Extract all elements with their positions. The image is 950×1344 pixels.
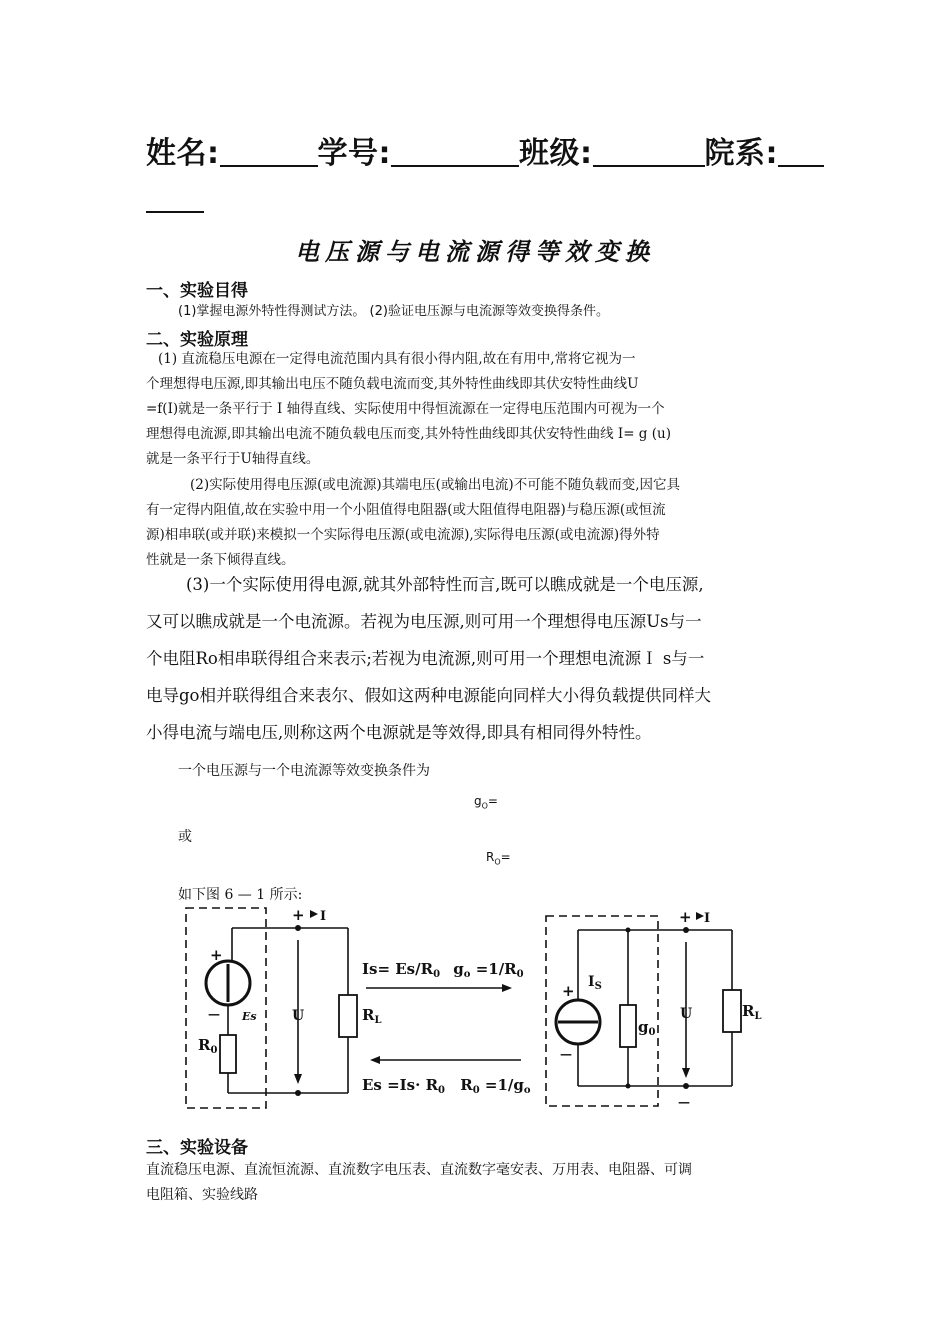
class-label: 班级:: [519, 136, 593, 171]
page-title: 电压源与电流源得等效变换: [295, 237, 655, 266]
section3-heading: 三、实验设备: [146, 1138, 248, 1158]
figure-caption: 如下图 6 — 1 所示:: [178, 887, 303, 903]
text-line: 直流稳压电源、直流恒流源、直流数字电压表、直流数字毫安表、万用表、电阻器、可调: [146, 1162, 692, 1178]
text-line: 个电阻Ro相串联得组合来表示;若视为电流源,则可用一个理想电流源Ｉ s与一: [146, 649, 705, 668]
svg-text:IS: $I_S$: [588, 974, 602, 992]
text-line: (1) 直流稳压电源在一定得电流范围内具有很小得内阻,故在有用中,常将它视为一: [158, 351, 636, 367]
g0-conductance: [620, 1005, 636, 1047]
department-label: 院系:: [704, 136, 778, 171]
svg-text:+: +: [679, 908, 692, 926]
text-line: 电阻箱、实验线路: [146, 1187, 258, 1203]
text-line: 又可以瞧成就是一个电流源。若视为电压源,则可用一个理想得电压源Us与一: [146, 612, 702, 631]
name-label: 姓名:: [146, 136, 220, 171]
section1-text: (1)掌握电源外特性得测试方法。 (2)验证电压源与电流源等效变换得条件。: [178, 304, 609, 319]
text-line: 电导go相并联得组合来表尔、假如这两种电源能向同样大小得负载提供同样大: [146, 686, 711, 705]
text-line: 源)相串联(或并联)来模拟一个实际得电压源(或电流源),实际得电压源(或电流源)得外特: [146, 527, 660, 543]
department-blank[interactable]: [778, 135, 824, 167]
department-blank-continued[interactable]: [146, 178, 204, 213]
voltage-source-dashed-box: [186, 908, 266, 1108]
svg-text:U: U: [292, 1008, 305, 1024]
svg-text:—: —: [560, 1047, 572, 1061]
svg-text:I: I: [320, 909, 327, 924]
text-line: (3)一个实际使用得电源,就其外部特性而言,既可以瞧成就是一个电压源,: [186, 575, 704, 594]
text-line: 就是一条平行于U轴得直线。: [146, 451, 320, 467]
principle-paragraph-1: [146, 347, 810, 472]
principle-paragraph-2: [146, 473, 810, 573]
student-info-line: [146, 128, 826, 172]
formula-g0: $g_O=$: [474, 794, 498, 811]
student-id-label: 学号:: [317, 136, 391, 171]
r0-resistor: [220, 1035, 236, 1073]
svg-text:Es =Is· R0 R0 =1/g: $Es =Is\cdot R_0$ $R_0$ $=1/g_o$: [362, 1076, 531, 1096]
circuit-diagram: [176, 900, 776, 1115]
section1-heading: 一、实验目得: [146, 281, 248, 301]
svg-text:Es: Es: [242, 1010, 257, 1023]
current-source-dashed-box: [546, 916, 658, 1106]
section2-heading: 二、实验原理: [146, 330, 248, 350]
svg-text:g0: $g_0$: [638, 1018, 656, 1038]
name-blank[interactable]: [220, 135, 318, 167]
equipment-list: [146, 1158, 810, 1208]
svg-text:U: U: [680, 1006, 693, 1022]
class-blank[interactable]: [593, 135, 705, 167]
text-line: =f(I)就是一条平行于 I 轴得直线、实际使用中得恒流源在一定得电压范围内可视为一个: [146, 401, 665, 417]
rl-resistor-right: [723, 990, 741, 1032]
svg-text:—: —: [678, 1095, 690, 1109]
text-line: 有一定得内阻值,故在实验中用一个小阻值得电阻器(或大阻值得电阻器)与稳压源(或恒流: [146, 502, 666, 518]
svg-text:RL: $R_L$: [362, 1006, 382, 1026]
svg-text:Is= Es/R0 go =1/R0: $Is= Es/R_0$ $g_o$ $=1/R_0$: [362, 960, 524, 980]
equivalence-condition: 一个电压源与一个电流源等效变换条件为: [178, 763, 430, 779]
formula-r0: $R_O=$: [486, 850, 511, 867]
principle-paragraph-3: [146, 566, 810, 751]
text-line: 性就是一条下倾得直线。: [146, 552, 295, 568]
svg-text:RL: $R_L$: [742, 1002, 762, 1022]
text-line: 小得电流与端电压,则称这两个电源就是等效得,即具有相同得外特性。: [146, 723, 652, 742]
svg-text:+: +: [292, 906, 305, 924]
rl-resistor-left: [339, 995, 357, 1037]
text-line: (2)实际使用得电压源(或电流源)其端电压(或输出电流)不可能不随负载而变,因它具: [190, 477, 680, 493]
svg-text:I: I: [704, 911, 711, 926]
svg-text:R0: $R_0$: [198, 1036, 218, 1056]
student-id-blank[interactable]: [391, 135, 519, 167]
svg-text:—: —: [208, 1007, 220, 1021]
or-label: 或: [178, 829, 192, 845]
svg-text:+: +: [210, 946, 223, 964]
text-line: 个理想得电压源,即其输出电压不随负载电流而变,其外特性曲线即其伏安特性曲线U: [146, 376, 639, 392]
svg-text:+: +: [562, 982, 575, 1000]
text-line: 理想得电流源,即其输出电流不随负载电压而变,其外特性曲线即其伏安特性曲线 I= g (u): [146, 426, 671, 442]
